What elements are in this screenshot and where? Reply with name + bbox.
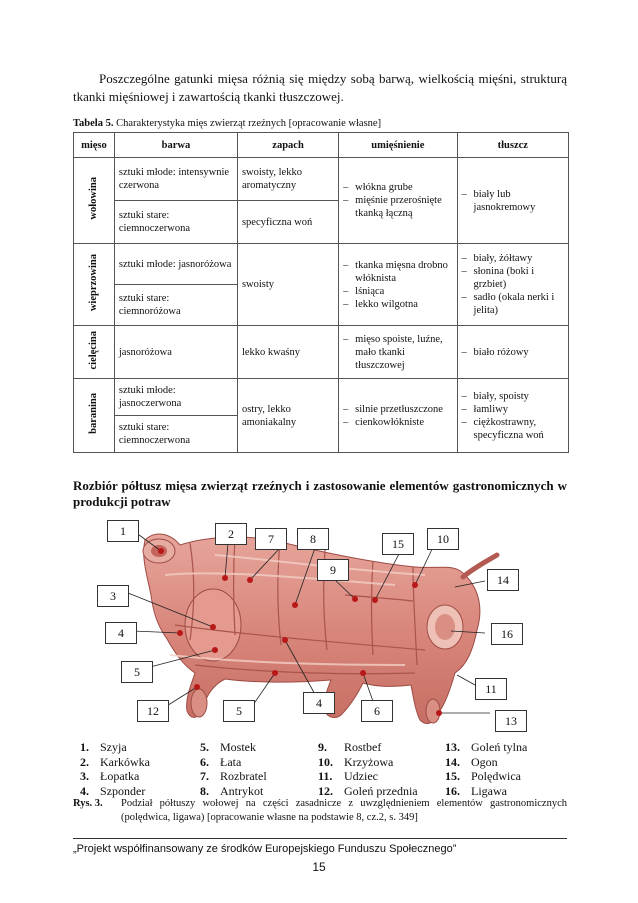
diagram-label: 16 bbox=[491, 623, 523, 645]
list-item: – mięśnie przerośnięte tkanką łączną bbox=[343, 194, 452, 220]
cell-tluszcz bbox=[457, 326, 568, 379]
legend-column-3 bbox=[318, 740, 418, 798]
footer-divider bbox=[73, 838, 567, 839]
diagram-label: 13 bbox=[495, 710, 527, 732]
legend-text: Rostbef bbox=[344, 740, 382, 754]
legend-number: 12. bbox=[318, 783, 333, 798]
row-type-cell bbox=[74, 244, 115, 326]
legend-text: Goleń przednia bbox=[344, 783, 418, 798]
legend-item bbox=[445, 755, 527, 770]
diagram-label: 7 bbox=[255, 528, 287, 550]
list-item: – włókna grube bbox=[343, 181, 452, 194]
list-item: – biały lub jasnokremowy bbox=[462, 188, 564, 214]
legend-number: 11. bbox=[318, 769, 333, 783]
legend-text: Udziec bbox=[344, 769, 378, 783]
legend-item bbox=[200, 784, 267, 799]
list-item: – ciężkostrawny, specyficzna woń bbox=[462, 416, 564, 442]
table-row bbox=[74, 244, 569, 285]
cell-tluszcz bbox=[457, 244, 568, 326]
footer-text: „Projekt współfinansowany ze środków Europejskiego Funduszu Społecznego” bbox=[73, 843, 457, 855]
legend-item bbox=[445, 769, 527, 784]
legend-item bbox=[318, 740, 418, 755]
header-mieso: mięso bbox=[74, 133, 115, 158]
diagram-label: 6 bbox=[361, 700, 393, 722]
table-header-row bbox=[74, 133, 569, 158]
list-item: – łamliwy bbox=[462, 403, 564, 416]
legend-item bbox=[80, 755, 150, 770]
legend-column-4 bbox=[445, 740, 527, 798]
legend-number: 16. bbox=[445, 783, 460, 798]
meat-characteristics-table bbox=[73, 132, 569, 453]
diagram-label: 3 bbox=[97, 585, 129, 607]
figure-caption-label: Rys. 3. bbox=[73, 798, 103, 809]
row-type-cell bbox=[74, 379, 115, 453]
legend-text: Szyja bbox=[100, 740, 127, 754]
legend-text: Mostek bbox=[220, 740, 256, 754]
legend-number: 10. bbox=[318, 754, 333, 769]
legend-text: Łata bbox=[220, 754, 242, 769]
header-umiesnienie: umięśnienie bbox=[339, 133, 457, 158]
list-item: – biały, żółtawy bbox=[462, 252, 564, 265]
cell-zapach: ostry, lekko amoniakalny bbox=[237, 379, 338, 453]
diagram-label: 5 bbox=[121, 661, 153, 683]
table-row bbox=[74, 158, 569, 201]
legend-text: Rozbratel bbox=[220, 769, 267, 783]
cell-barwa: sztuki stare: ciemnoróżowa bbox=[114, 285, 237, 326]
legend-number: 1. bbox=[80, 740, 89, 754]
legend-text: Karkówka bbox=[100, 754, 150, 769]
legend-number: 8. bbox=[200, 783, 209, 798]
legend-column-2 bbox=[200, 740, 267, 798]
list-item: – sadło (okala nerki i jelita) bbox=[462, 291, 564, 317]
legend-number: 5. bbox=[200, 740, 209, 754]
legend-text: Antrykot bbox=[220, 783, 264, 798]
legend-text: Polędwica bbox=[471, 769, 521, 783]
header-barwa: barwa bbox=[114, 133, 237, 158]
cell-zapach: swoisty, lekko aromatyczny bbox=[237, 158, 338, 201]
legend-number: 4. bbox=[80, 783, 89, 798]
diagram-label: 5 bbox=[223, 700, 255, 722]
diagram-label: 2 bbox=[215, 523, 247, 545]
cell-barwa: sztuki stare: ciemnoczerwona bbox=[114, 201, 237, 244]
legend-number: 2. bbox=[80, 754, 89, 769]
cell-umiesnienie bbox=[339, 158, 457, 244]
cell-barwa: sztuki stare: ciemnoczerwona bbox=[114, 416, 237, 453]
list-item: – mięso spoiste, luźne, mało tkanki tłuszczowej bbox=[343, 333, 452, 372]
legend-item bbox=[200, 769, 267, 784]
legend-item bbox=[318, 784, 418, 799]
row-type-cell bbox=[74, 158, 115, 244]
cell-tluszcz bbox=[457, 158, 568, 244]
diagram-label: 15 bbox=[382, 533, 414, 555]
list-item: – silnie przetłuszczone bbox=[343, 403, 452, 416]
list-item: – słonina (boki i grzbiet) bbox=[462, 265, 564, 291]
diagram-label: 8 bbox=[297, 528, 329, 550]
fore-shank bbox=[191, 689, 207, 717]
legend-item bbox=[80, 769, 150, 784]
legend-number: 14. bbox=[445, 754, 460, 769]
legend-item bbox=[445, 740, 527, 755]
row-type-wieprzowina: wieprzowina bbox=[88, 253, 100, 312]
legend-item bbox=[200, 755, 267, 770]
header-zapach: zapach bbox=[237, 133, 338, 158]
cell-tluszcz bbox=[457, 379, 568, 453]
table-caption-text: Charakterystyka mięs zwierząt rzeźnych [opracowanie własne] bbox=[113, 118, 382, 129]
legend-item bbox=[200, 740, 267, 755]
legend-item bbox=[80, 740, 150, 755]
diagram-label: 10 bbox=[427, 528, 459, 550]
table-row bbox=[74, 379, 569, 416]
list-item: – tkanka mięsna drobno włóknista bbox=[343, 259, 452, 285]
diagram-label: 14 bbox=[487, 569, 519, 591]
list-item: – biały, spoisty bbox=[462, 390, 564, 403]
list-item: – lekko wilgotna bbox=[343, 298, 452, 311]
legend-text: Łopatka bbox=[100, 769, 140, 783]
row-type-cielecina: cielęcina bbox=[88, 330, 100, 370]
legend-item bbox=[318, 769, 418, 784]
legend-item bbox=[318, 755, 418, 770]
diagram-label: 9 bbox=[317, 559, 349, 581]
legend-item bbox=[80, 784, 150, 799]
cell-umiesnienie bbox=[339, 326, 457, 379]
legend-number: 15. bbox=[445, 769, 460, 783]
row-type-baranina: baranina bbox=[88, 393, 100, 434]
diagram-label: 4 bbox=[303, 692, 335, 714]
header-tluszcz: tłuszcz bbox=[457, 133, 568, 158]
figure-caption bbox=[73, 797, 567, 825]
cell-zapach: lekko kwaśny bbox=[237, 326, 338, 379]
diagram-label: 1 bbox=[107, 520, 139, 542]
cell-umiesnienie bbox=[339, 379, 457, 453]
legend-text: Krzyżowa bbox=[344, 754, 394, 769]
row-type-cell bbox=[74, 326, 115, 379]
cell-barwa: sztuki młode: jasnoczerwona bbox=[114, 379, 237, 416]
beef-cuts-diagram bbox=[95, 515, 535, 735]
cell-zapach: swoisty bbox=[237, 244, 338, 326]
legend-text: Szponder bbox=[100, 783, 146, 798]
figure-caption-text: Podział półtuszy wołowej na części zasadnicze z uwzględnieniem elementów gastronomicznych (polędwica, ligawa) [opracowanie własne na podstawie 8, cz.2, s. 349] bbox=[121, 798, 567, 823]
table-caption bbox=[73, 118, 381, 129]
page-number: 15 bbox=[312, 860, 326, 874]
legend-number: 3. bbox=[80, 769, 89, 783]
legend-number: 13. bbox=[445, 740, 460, 754]
legend-number: 9. bbox=[318, 740, 327, 754]
legend-number: 6. bbox=[200, 754, 209, 769]
table-row bbox=[74, 326, 569, 379]
legend-text: Goleń tylna bbox=[471, 740, 528, 754]
list-item: – lśniąca bbox=[343, 285, 452, 298]
cell-barwa: sztuki młode: jasnoróżowa bbox=[114, 244, 237, 285]
list-item: – cienkowłókniste bbox=[343, 416, 452, 429]
legend-number: 7. bbox=[200, 769, 209, 783]
cell-zapach: specyficzna woń bbox=[237, 201, 338, 244]
diagram-label: 11 bbox=[475, 678, 507, 700]
diagram-label: 12 bbox=[137, 700, 169, 722]
row-type-wolowina: wołowina bbox=[88, 177, 100, 220]
legend-text: Ligawa bbox=[471, 783, 507, 798]
legend-item bbox=[445, 784, 527, 799]
cell-barwa: jasnoróżowa bbox=[114, 326, 237, 379]
legend-text: Ogon bbox=[471, 754, 498, 769]
diagram-label: 4 bbox=[105, 622, 137, 644]
cell-barwa: sztuki młode: intensywnie czerwona bbox=[114, 158, 237, 201]
cell-umiesnienie bbox=[339, 244, 457, 326]
section-title: Rozbiór półtusz mięsa zwierząt rzeźnych i zastosowanie elementów gastronomicznych w produkcji potraw bbox=[73, 478, 567, 509]
table-caption-label: Tabela 5. bbox=[73, 118, 114, 129]
intro-paragraph: Poszczególne gatunki mięsa różnią się między sobą barwą, wielkością mięśni, strukturą tkanki mięśniowej i zawartością tkanki tłuszczowej. bbox=[73, 71, 567, 104]
legend-column-1 bbox=[80, 740, 150, 798]
list-item: – biało różowy bbox=[462, 346, 564, 359]
